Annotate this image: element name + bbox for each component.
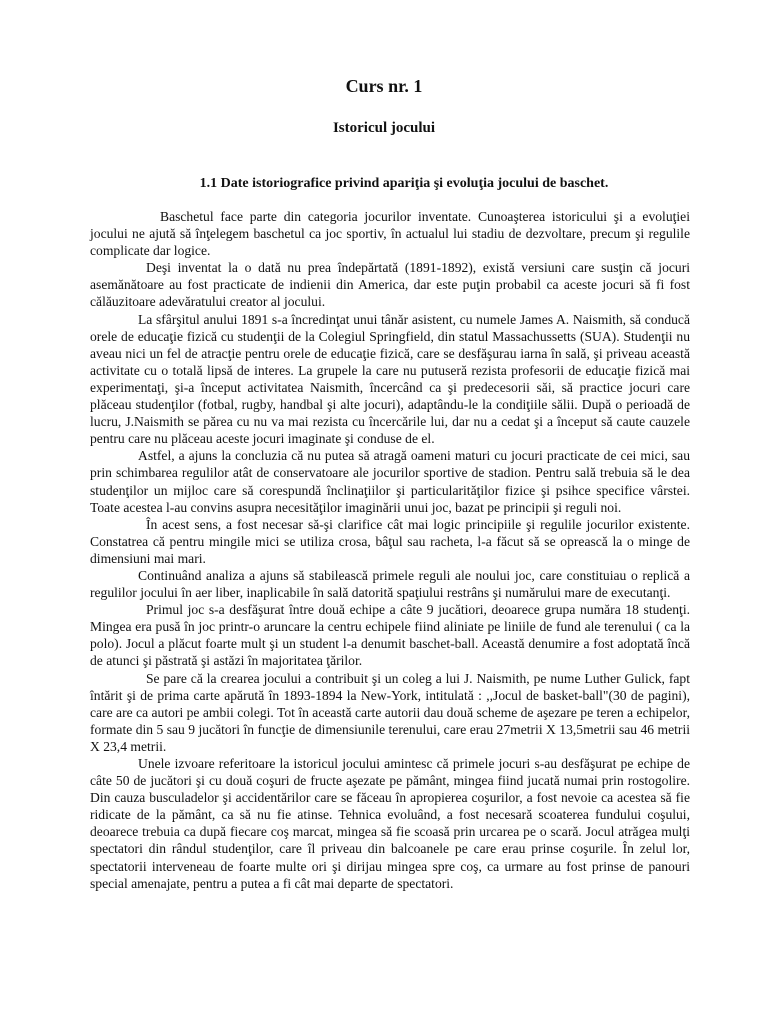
section-title: 1.1 Date istoriografice privind apariţia şi evoluţia jocului de baschet. [199, 176, 609, 191]
paragraph: Deşi inventat la o dată nu prea îndepărtată (1891-1892), există versiuni care susţin că jocuri asemănătoare au fost practicate de indienii din America, dar este puţin probabil ca aceste jocuri să fi fost călăuzitoare adevăratului creator al jocului. [90, 260, 690, 310]
paragraph: Continuând analiza a ajuns să stabilească primele reguli ale noului joc, care constituiau o replică a regulilor jocului în aer liber, inaplicabile în sală datorită spaţiului restrâns şi numărului mare de executanţi. [90, 567, 690, 601]
paragraph: În acest sens, a fost necesar să-şi clarifice cât mai logic principiile şi regulile jocurilor existente. Constatrea că pentru mingile mici se utiliza crosa, bâţul sau racheta, l-a făcut să se oprească la o minge de dimensiuni mai mari. [90, 516, 690, 566]
paragraph: Baschetul face parte din categoria jocurilor inventate. Cunoaşterea istoricului şi a evoluţiei jocului ne ajută să înţelegem baschetul ca joc sportiv, în actualul lui stadiu de dezvoltare, precum şi regulile complicate dar logice. [90, 209, 690, 259]
paragraph: Unele izvoare referitoare la istoricul jocului amintesc că primele jocuri s-au desfăşurat pe echipe de câte 50 de jucători şi cu două coşuri de fructe aşezate pe pământ, mingea fiind jucată numai prin rostogolire. Din cauza busculadelor şi accidentărilor care se făceau în apropierea coşurilor, a fost nevoie ca acestea să fie ridicate de la pământ, ca să nu fie atinse. Tehnica evoluând, a fost necesară scoaterea fundului coşului, deoarece trebuia ca după fiecare coş marcat, mingea să fie scoasă prin urcarea pe o scară. Jocul atrăgea mulţi spectatori din rândul studenţilor, care îl priveau din balcoanele pe care erau prinse coşurile. În zelul lor, spectatorii interveneau de foarte multe ori şi dirijau mingea spre coş, ca urmare au fost prinse de panouri special amenajate, pentru a putea a fi cât mai departe de spectatori. [90, 756, 690, 891]
chapter-title: Istoricul jocului [332, 120, 436, 136]
paragraph: Primul joc s-a desfăşurat între două echipe a câte 9 jucătiori, deoarece grupa număra 18 studenţi. Mingea era pusă în joc printr-o aruncare la centru echipele fiind aliniate pe liniile de fund ale terenului ( ca la polo). Jocul a plăcut foarte mult şi un student l-a denumit baschet-ball. Această denumire a fost adoptată încă de atunci şi păstrată şi astăzi în majoritatea ţărilor. [90, 602, 690, 669]
paragraph: Astfel, a ajuns la concluzia că nu putea să atragă oameni maturi cu jocuri practicate de cei mici, sau prin schimbarea regulilor atât de conservatoare ale jocurilor sportive de stadion. Pentru sală trebuia să le dea studenţilor un mijloc care să corespundă înclinaţiilor şi particularităţilor fizice şi psihce specifice vârstei. Toate acestea l-au convins asupra necesităţilor imaginării unui joc, bazat pe principii şi reguli noi. [90, 448, 690, 515]
document-body [90, 208, 690, 892]
paragraph: Se pare că la crearea jocului a contribuit şi un coleg a lui J. Naismith, pe nume Luther Gulick, fapt întărit şi de prima carte apărută în 1893-1894 la New-York, intitulată : ,,Jocul de basket-ball"(30 de pagini), care are ca autori pe ambii colegi. Tot în această carte autorii dau două scheme de aşezare pe teren a echipelor, formate din 5 sau 9 jucători în funcţie de dimensiunile terenului, care erau 27metrii X 13,5metrii sau 46 metrii X 23,4 metrii. [90, 670, 690, 754]
paragraph: La sfârşitul anului 1891 s-a încredinţat unui tânăr asistent, cu numele James A. Naismith, să conducă orele de educaţie fizică cu studenţii de la Colegiul Springfield, din statul Massachussetts (SUA). Studenţii nu aveau nici un fel de atracţie pentru orele de educaţie fizică, care se desfăşurau iarna în sală, şi priveau această activitate cu o totală lipsă de interes. La grupele la care nu putuseră rezista profesorii de educaţie fizică mai experimentaţi, şi-a început activitatea Naismith, încercând ca şi predecesorii săi, să practice jocuri care plăceau studenţilor (fotbal, rugby, handbal şi alte jocuri), adaptându-le la condiţiile sălii. După o perioadă de lucru, J.Naismith se părea cu nu va mai rezista cu încercările lui, dar nu a cedat şi a început să caute cauzele pentru care nu plăceau aceste jocuri imaginate şi conduse de el. [90, 311, 690, 447]
course-title: Curs nr. 1 [345, 76, 423, 96]
